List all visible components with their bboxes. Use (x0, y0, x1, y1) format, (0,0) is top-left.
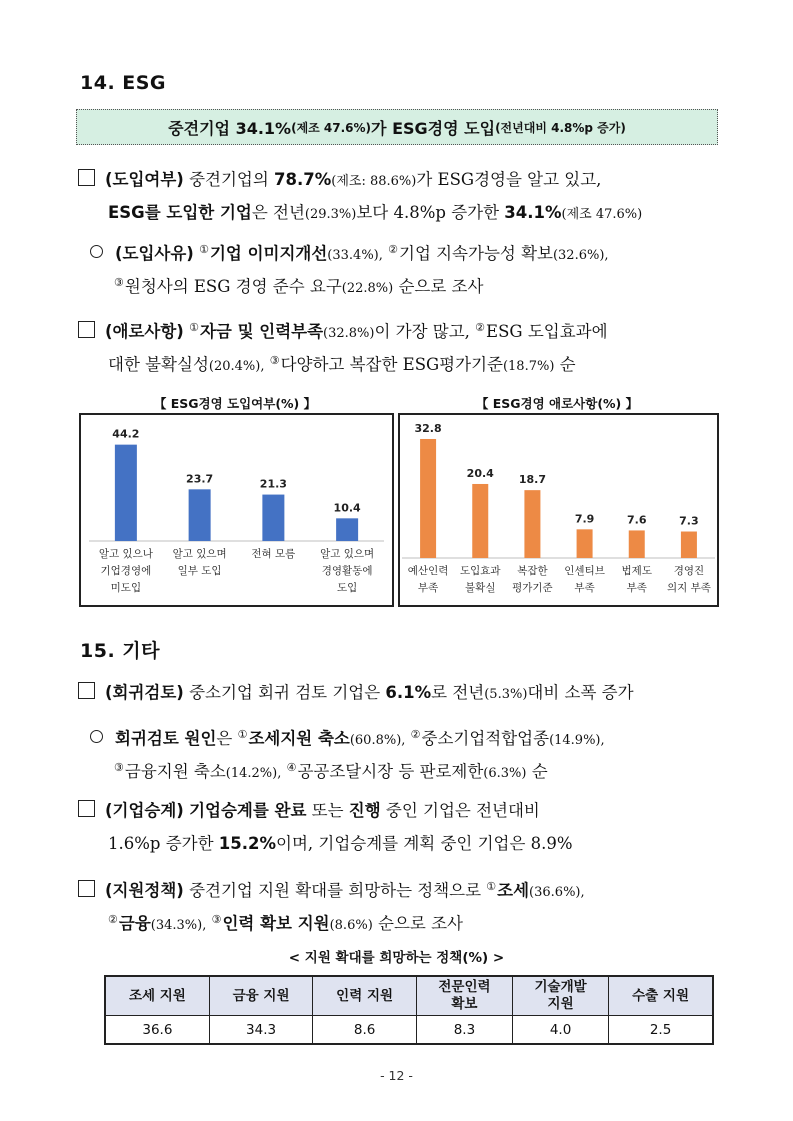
text: 대비 소폭 증가 (527, 683, 634, 702)
paragraph-line (78, 827, 718, 860)
header-text: 금융 지원 (232, 987, 290, 1004)
table-row (105, 1016, 713, 1045)
header-text: 인력 지원 (336, 987, 394, 1004)
checkbox-square-icon (78, 800, 95, 817)
highlight-text: 금융 (118, 914, 151, 933)
chart-difficulties-frame (398, 413, 719, 607)
category-label: 법제도 (621, 565, 652, 577)
text: 금융지원 축소 (124, 762, 226, 781)
category-label: 불확실 (465, 582, 496, 594)
category-label: 알고 있으며 (320, 548, 375, 560)
paragraph-line (78, 751, 718, 784)
category-label: 부족 (626, 582, 647, 594)
text: 1.6%p 증가한 (108, 834, 219, 853)
category-label: 전혀 모름 (251, 548, 296, 560)
text: 이며, 기업승계를 계획 중인 기업은 8.9% (276, 834, 573, 853)
paragraph-line (78, 163, 718, 196)
banner-text-2: (제조 47.6%) (291, 120, 372, 135)
banner-text-4: (전년대비 4.8%p 증가) (495, 120, 626, 135)
column-header (416, 976, 512, 1016)
paragraph-adoption-reasons (78, 233, 718, 299)
header-text: 전문인력 (438, 979, 491, 995)
section-14-title: 14. ESG (80, 72, 167, 94)
text: 로 전년 (431, 683, 485, 702)
category-label: 의지 부족 (666, 582, 711, 594)
category-label: 경영진 (673, 565, 705, 577)
highlight-value: 78.7% (274, 170, 332, 189)
data-label: 7.3 (679, 514, 699, 528)
paragraph-line (78, 794, 718, 827)
paragraph-label: (애로사항) (105, 322, 184, 341)
section-14-summary-banner (76, 109, 718, 145)
value-note: (8.6%) (329, 918, 373, 933)
category-label: 도입 (336, 582, 358, 594)
checkbox-square-icon (78, 880, 95, 897)
bar (524, 490, 540, 558)
chart-title-difficulties: 【 ESG경영 애로사항(%) 】 (475, 396, 639, 411)
paragraph-label: (도입사유) (115, 244, 194, 263)
value-note: (29.3%) (304, 207, 357, 222)
highlight-text: 기업 이미지개선 (209, 244, 328, 263)
data-label: 44.2 (112, 427, 140, 441)
category-label: 평가기준 (512, 582, 553, 594)
highlight-value: 6.1% (385, 683, 432, 702)
rank-marker: ③ (114, 761, 124, 774)
rank-marker: ③ (211, 913, 222, 926)
value-note: (60.8%), (349, 733, 406, 748)
highlight-text: 기업승계를 완료 (189, 801, 307, 820)
text: 중소기업적합업종 (421, 729, 550, 748)
section-15-title: 15. 기타 (80, 640, 160, 662)
text: 중견기업 지원 확대를 희망하는 정책으로 (183, 881, 487, 900)
highlight-text: 조세지원 축소 (248, 729, 350, 748)
bar (577, 529, 593, 558)
value-note: (제조: 88.6%) (331, 174, 417, 189)
header-text: 기술개발 (534, 979, 587, 995)
paragraph-line (78, 311, 718, 344)
bar (472, 484, 488, 558)
bar (629, 530, 645, 558)
rank-marker: ① (486, 880, 497, 893)
category-label: 경영활동에 (321, 565, 373, 577)
highlight-value: 34.1% (504, 203, 562, 222)
value-note: (20.4%), (208, 359, 265, 374)
rank-marker: ③ (269, 354, 280, 367)
paragraph-label: (지원정책) (105, 881, 184, 900)
highlight-text: 진행 (348, 801, 381, 820)
data-label: 10.4 (333, 501, 361, 515)
text: 이 가장 많고, (374, 322, 476, 341)
value-note: (34.3%), (150, 918, 207, 933)
column-header (313, 976, 417, 1016)
category-label: 도입효과 (459, 565, 501, 577)
value-note: (6.3%) (483, 766, 527, 781)
rank-marker: ③ (114, 276, 124, 289)
bar (681, 532, 697, 558)
table-cell: 36.6 (105, 1016, 209, 1045)
paragraph-line (78, 233, 718, 266)
rank-marker: ② (388, 243, 398, 256)
data-label: 7.6 (627, 513, 647, 527)
category-label: 인센티브 (564, 565, 605, 577)
data-label: 20.4 (466, 466, 494, 480)
checkbox-square-icon (78, 682, 95, 699)
text: 가 ESG경영을 알고 있고, (416, 170, 602, 189)
text: 중견기업의 (183, 170, 275, 189)
bar (420, 439, 436, 558)
highlight-text: 회귀검토 원인 (115, 729, 217, 748)
bar (115, 445, 137, 541)
value-note: (36.6%), (529, 885, 585, 900)
table-header-row (105, 976, 713, 1016)
data-label: 32.8 (414, 421, 442, 435)
rank-marker: ④ (286, 761, 297, 774)
category-label: 미도입 (110, 582, 142, 594)
paragraph-adoption-status (78, 163, 718, 229)
checkbox-square-icon (78, 169, 95, 186)
rank-marker: ② (410, 728, 421, 741)
data-label: 18.7 (518, 473, 546, 487)
category-label: 복잡한 (517, 565, 548, 577)
rank-marker: ② (475, 321, 486, 334)
text: 공공조달시장 등 판로제한 (297, 762, 484, 781)
value-note: (제조 47.6%) (561, 207, 643, 222)
rank-marker: ① (199, 243, 209, 256)
chart-title-adoption: 【 ESG경영 도입여부(%) 】 (153, 396, 317, 411)
table-cell: 4.0 (513, 1016, 609, 1045)
header-text: 지원 (547, 996, 574, 1012)
table-cell: 34.3 (209, 1016, 313, 1045)
data-label: 21.3 (259, 477, 287, 491)
paragraph-business-succession (78, 794, 718, 860)
table-caption: < 지원 확대를 희망하는 정책(%) > (288, 950, 505, 966)
category-label: 부족 (417, 582, 439, 594)
text: 다양하고 복잡한 ESG평가기준 (280, 355, 503, 374)
category-label: 일부 도입 (177, 565, 222, 577)
value-note: (14.2%), (225, 766, 282, 781)
paragraph-return-review (78, 676, 718, 709)
text: 보다 4.8%p 증가한 (356, 203, 505, 222)
highlight-text: 자금 및 인력부족 (199, 322, 324, 341)
table-cell: 8.6 (313, 1016, 417, 1045)
paragraph-label: (회귀검토) (105, 683, 184, 702)
value-note: (18.7%) (502, 359, 555, 374)
paragraph-label: (도입여부) (105, 170, 184, 189)
paragraph-line (78, 870, 718, 903)
highlight-text: 조세 (497, 881, 530, 900)
paragraph-line (78, 718, 718, 751)
column-header (513, 976, 609, 1016)
rank-marker: ② (108, 913, 118, 926)
category-label: 예산인력 (407, 565, 449, 577)
category-label: 알고 있으나 (98, 548, 153, 560)
value-note: (32.6%), (552, 248, 609, 263)
banner-text-1: 중견기업 34.1% (168, 118, 292, 138)
paragraph-line (78, 676, 718, 709)
header-text: 조세 지원 (128, 987, 186, 1004)
text: 기업 지속가능성 확보 (399, 244, 553, 263)
value-note: (22.8%) (341, 281, 394, 296)
value-note: (33.4%), (327, 248, 383, 263)
chart-esg-difficulties (400, 415, 717, 605)
text: 원청사의 ESG 경영 준수 요구 (124, 277, 342, 296)
column-header (209, 976, 313, 1016)
data-label: 23.7 (186, 472, 214, 486)
support-policy-table (104, 975, 714, 1045)
bullet-circle-icon (90, 245, 103, 258)
value-note: (14.9%), (549, 733, 605, 748)
chart-adoption-status (81, 415, 392, 605)
column-header (609, 976, 713, 1016)
text: 순 (554, 355, 576, 374)
paragraph-return-reasons (78, 718, 718, 784)
bullet-circle-icon (90, 730, 103, 743)
text: 순 (526, 762, 548, 781)
bar (262, 495, 284, 541)
bar (189, 489, 211, 541)
header-text: 확보 (451, 996, 478, 1012)
rank-marker: ① (189, 321, 199, 334)
highlight-text: ESG를 도입한 기업 (108, 203, 252, 222)
column-header (105, 976, 209, 1016)
text: 또는 (306, 801, 349, 820)
bar (336, 518, 358, 541)
paragraph-line (78, 196, 718, 229)
paragraph-line (78, 903, 718, 936)
category-label: 기업경영에 (100, 565, 152, 577)
paragraph-difficulties (78, 311, 718, 377)
text: 중인 기업은 전년대비 (380, 801, 540, 820)
category-label: 부족 (574, 582, 595, 594)
highlight-value: 15.2% (218, 834, 277, 853)
chart-adoption-frame (79, 413, 394, 607)
value-note: (32.8%) (323, 326, 375, 341)
text: 은 (216, 729, 238, 748)
table-cell: 2.5 (609, 1016, 713, 1045)
paragraph-line (78, 266, 718, 299)
rank-marker: ① (237, 728, 248, 741)
category-label: 알고 있으며 (172, 548, 227, 560)
value-note: (5.3%) (484, 687, 528, 702)
data-label: 7.9 (574, 512, 595, 526)
checkbox-square-icon (78, 321, 95, 338)
highlight-text: 인력 확보 지원 (222, 914, 330, 933)
text: 순으로 조사 (393, 277, 484, 296)
paragraph-label: (기업승계) (105, 801, 184, 820)
header-text: 수출 지원 (632, 987, 690, 1004)
text: 순으로 조사 (372, 914, 463, 933)
text: 대한 불확실성 (108, 355, 209, 374)
text: 은 전년 (251, 203, 305, 222)
text: 중소기업 회귀 검토 기업은 (183, 683, 386, 702)
paragraph-support-policy (78, 870, 718, 936)
banner-text-3: 가 ESG경영 도입 (371, 118, 496, 138)
table-cell: 8.3 (416, 1016, 512, 1045)
page-number: - 12 - (380, 1068, 413, 1083)
text: ESG 도입효과에 (486, 322, 608, 341)
paragraph-line (78, 344, 718, 377)
